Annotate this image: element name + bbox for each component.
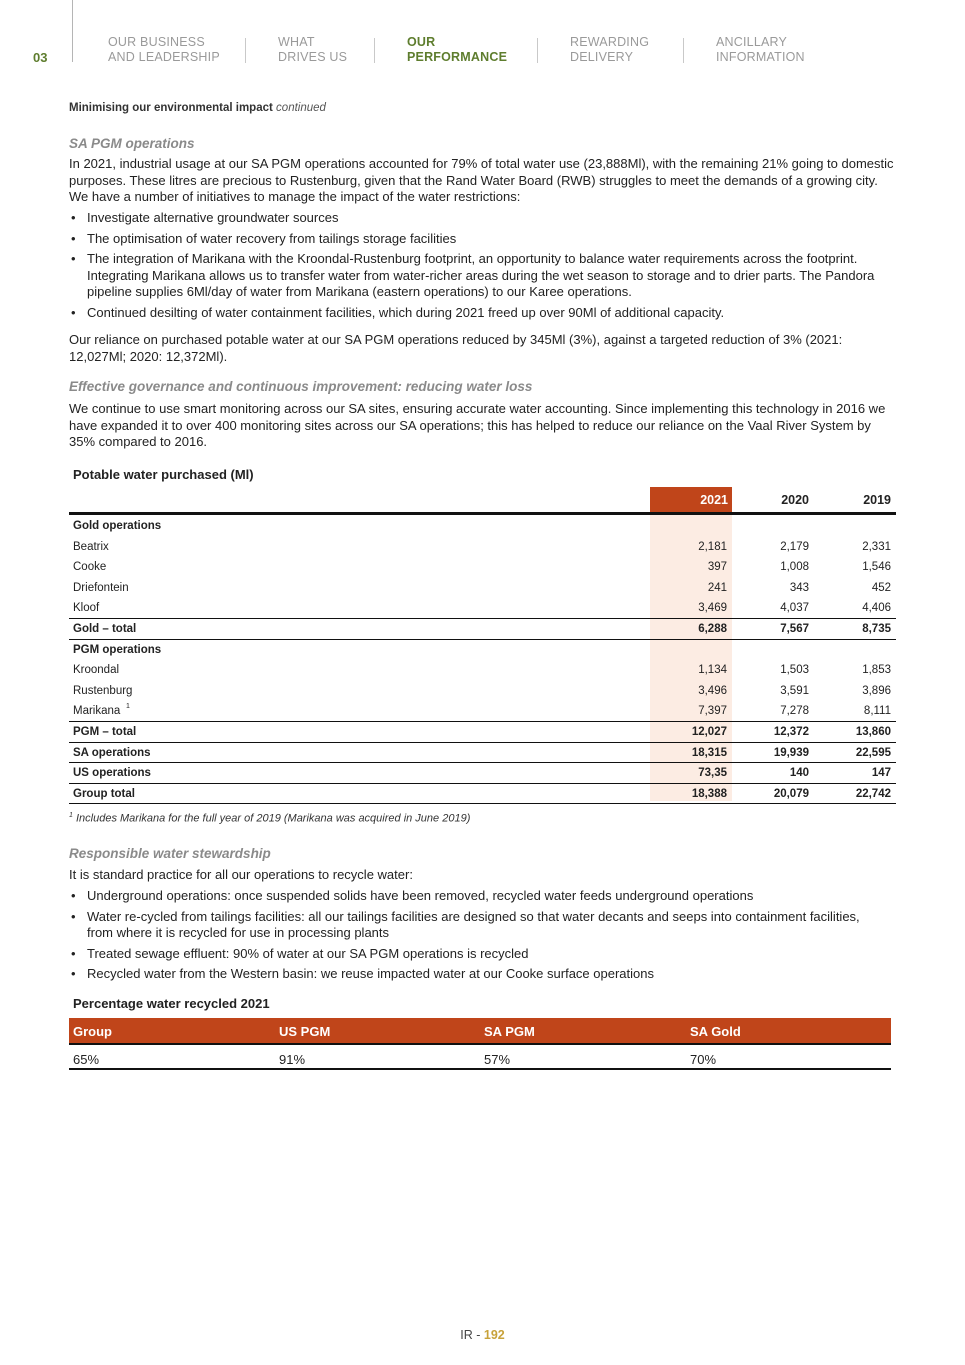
cell-2020: 2,179: [780, 540, 809, 553]
list-item: • Water re-cycled from tailings facilities: all our tailings facilities are designed so that water decants and seeps into containment facilities, from where it is recycled for use in processing plants: [69, 909, 887, 942]
row-rule: [69, 803, 896, 804]
nav-label-line2: AND LEADERSHIP: [108, 50, 220, 64]
sa-pgm-heading: SA PGM operations: [69, 136, 195, 151]
nav-our-business[interactable]: [108, 35, 220, 65]
cell-2021: 241: [707, 581, 727, 594]
table-row: [69, 1045, 891, 1069]
nav-label-line1: OUR: [407, 35, 436, 49]
cell-2020: 343: [789, 581, 809, 594]
nav-our-performance[interactable]: [407, 35, 507, 65]
sa-pgm-intro: In 2021, industrial usage at our SA PGM operations accounted for 79% of total water use (23,888Ml), with the remaining 21% going to domestic purposes. These litres are precious to Rustenburg, given that the Rand Water Board (RWB) struggles to meet the demands of a growing city. We have a number of initiatives to manage the impact of the water restrictions:: [69, 156, 894, 204]
table-total-row: [69, 763, 896, 784]
year-label: 2021: [700, 493, 728, 507]
cell-2019: 22,742: [855, 787, 891, 800]
cell-2019: 4,406: [862, 602, 891, 615]
cell-2021: 7,397: [698, 705, 727, 718]
table-row: [69, 537, 896, 558]
header-sa-gold: SA Gold: [690, 1024, 741, 1039]
cell-2021: 1,134: [698, 664, 727, 677]
table-row: [69, 578, 896, 599]
row-label: Group total: [73, 787, 135, 800]
table-section-row: [69, 640, 896, 661]
row-label: Driefontein: [73, 581, 129, 594]
cell-2019: 452: [871, 581, 891, 594]
table-row: [69, 598, 896, 619]
col-header-2020: 2020: [781, 493, 809, 507]
stewardship-list: [69, 888, 896, 983]
footnote-mark: 1: [69, 812, 73, 819]
table-row: [69, 557, 896, 578]
recycled-water-table: [69, 1018, 891, 1070]
header-divider: [72, 0, 73, 62]
potable-water-table: [69, 487, 896, 807]
cell-2020: 3,591: [780, 684, 809, 697]
value-us-pgm: 91%: [279, 1052, 306, 1067]
list-item: • The optimisation of water recovery from tailings storage facilities: [69, 231, 896, 248]
list-item: • Investigate alternative groundwater sources: [69, 210, 896, 227]
cell-2020: 7,567: [780, 623, 809, 635]
cell-2019: 2,331: [862, 540, 891, 553]
header-sa-pgm: SA PGM: [484, 1024, 535, 1039]
cell-2019: 1,546: [862, 561, 891, 574]
governance-text: We continue to use smart monitoring across our SA sites, ensuring accurate water accounting. Since implementing this technology in 2016 we have expanded it to over 400 monitoring sites across our SA operations; this has helped to reduce our reliance on the Vaal River System by 35% compared to 2016.: [69, 401, 886, 449]
section-number: 03: [33, 50, 48, 65]
section-kicker: [69, 102, 896, 114]
value-group: 65%: [73, 1052, 100, 1067]
table-total-row: [69, 722, 896, 743]
nav-separator: [683, 38, 684, 63]
sa-pgm-initiatives-list: [69, 210, 896, 321]
value-sa-pgm: 57%: [484, 1052, 511, 1067]
nav-label-line2: PERFORMANCE: [407, 50, 508, 64]
cell-2021: 18,315: [691, 746, 727, 759]
row-label: Kroondal: [73, 664, 120, 677]
nav-what-drives-us[interactable]: [278, 35, 347, 65]
cell-2021: 6,288: [698, 623, 727, 635]
value-sa-gold: 70%: [690, 1052, 717, 1067]
cell-2019: 3,896: [862, 684, 891, 697]
footnote-text: Includes Marikana for the full year of 2019 (Marikana was acquired in June 2019): [75, 812, 471, 825]
cell-2021: 3,496: [698, 684, 727, 697]
row-label: US operations: [73, 767, 151, 780]
nav-label-line2: DRIVES US: [278, 50, 348, 64]
list-item: • Underground operations: once suspended solids have been removed, recycled water feeds underground operations: [69, 888, 896, 905]
cell-2019: 13,860: [855, 726, 891, 738]
row-label: Gold – total: [73, 623, 137, 635]
cell-2021: 73,35: [698, 767, 727, 780]
nav-ancillary-information[interactable]: [716, 35, 805, 65]
cell-2019: 8,735: [862, 623, 891, 635]
row-label: PGM operations: [73, 643, 162, 656]
nav-label-line2: DELIVERY: [570, 50, 634, 64]
col-header-2021: [650, 487, 732, 512]
recycled-table-title: Percentage water recycled 2021: [73, 996, 270, 1011]
nav-label-line1: ANCILLARY: [716, 35, 788, 49]
list-item: • The integration of Marikana with the Kroondal-Rustenburg footprint, an opportunity to balance water requirements across the footprint. Integrating Marikana allows us to transfer water from water-richer areas during the wet season to storage and to drier parts. The Pandora pipeline supplies 6Ml/day of water from Marikana (eastern operations) to our Karee operations.: [69, 251, 877, 301]
row-label: Kloof: [73, 602, 100, 615]
cell-2020: 140: [789, 767, 809, 780]
nav-label-line1: WHAT: [278, 35, 315, 49]
page-prefix: IR -: [460, 1328, 484, 1342]
table-total-row: [69, 743, 896, 764]
cell-2020: 7,278: [780, 705, 809, 718]
row-label: Marikana: [73, 705, 121, 718]
table-footnote: [69, 812, 470, 825]
table-total-row: [69, 784, 896, 805]
cell-2019: 1,853: [862, 664, 891, 677]
page-number: [0, 1328, 965, 1342]
cell-2019: 22,595: [855, 746, 891, 759]
list-item: • Recycled water from the Western basin: we reuse impacted water at our Cooke surface operations: [69, 966, 896, 983]
cell-2021: 12,027: [691, 726, 727, 738]
cell-2021: 3,469: [698, 602, 727, 615]
bottom-rule: [69, 1068, 891, 1070]
recycled-header-row: [69, 1018, 891, 1043]
cell-2021: 2,181: [698, 540, 727, 553]
header-rule: [69, 512, 896, 515]
cell-2021: 18,388: [691, 787, 727, 800]
table-row: [69, 660, 896, 681]
list-item: • Continued desilting of water containment facilities, which during 2021 freed up over 90Ml of additional capacity.: [69, 305, 896, 322]
cell-2020: 1,503: [780, 664, 809, 677]
row-label: Rustenburg: [73, 684, 133, 697]
footnote-mark: 1: [126, 703, 130, 711]
cell-2020: 20,079: [773, 787, 809, 800]
col-header-2019: 2019: [863, 493, 891, 507]
kicker-title: Minimising our environmental impact: [69, 102, 273, 114]
nav-separator: [245, 38, 246, 63]
cell-2019: 8,111: [863, 705, 891, 718]
table-row: [69, 701, 896, 722]
header-us-pgm: US PGM: [279, 1024, 331, 1039]
row-label: Beatrix: [73, 540, 109, 553]
cell-2020: 12,372: [773, 726, 809, 738]
sa-pgm-closing: Our reliance on purchased potable water at our SA PGM operations reduced by 345Ml (3%), against a targeted reduction of 3% (2021: 12,027Ml; 2020: 12,372Ml).: [69, 332, 843, 364]
header-group: Group: [73, 1024, 112, 1039]
cell-2020: 1,008: [780, 561, 809, 574]
nav-label-line1: REWARDING: [570, 35, 650, 49]
table-row: [69, 681, 896, 702]
potable-table-title: Potable water purchased (Ml): [73, 467, 254, 482]
table-total-row: [69, 619, 896, 640]
row-label: SA operations: [73, 746, 151, 759]
kicker-suffix: continued: [276, 102, 326, 114]
row-label: Gold operations: [73, 520, 162, 532]
nav-separator: [374, 38, 375, 63]
nav-label-line1: OUR BUSINESS: [108, 35, 205, 49]
row-label: Cooke: [73, 561, 107, 574]
page-value: 192: [483, 1328, 505, 1342]
stewardship-heading: Responsible water stewardship: [69, 846, 271, 861]
nav-rewarding-delivery[interactable]: [570, 35, 649, 65]
cell-2019: 147: [871, 767, 891, 780]
nav-label-line2: INFORMATION: [716, 50, 805, 64]
nav-separator: [537, 38, 538, 63]
table-section-row: [69, 516, 896, 537]
stewardship-intro: It is standard practice for all our operations to recycle water:: [69, 867, 413, 882]
governance-heading: Effective governance and continuous improvement: reducing water loss: [69, 379, 533, 394]
cell-2021: 397: [707, 561, 727, 574]
list-item: • Treated sewage effluent: 90% of water at our SA PGM operations is recycled: [69, 946, 896, 963]
row-label: PGM – total: [73, 726, 137, 738]
cell-2020: 19,939: [773, 746, 809, 759]
cell-2020: 4,037: [780, 602, 809, 615]
